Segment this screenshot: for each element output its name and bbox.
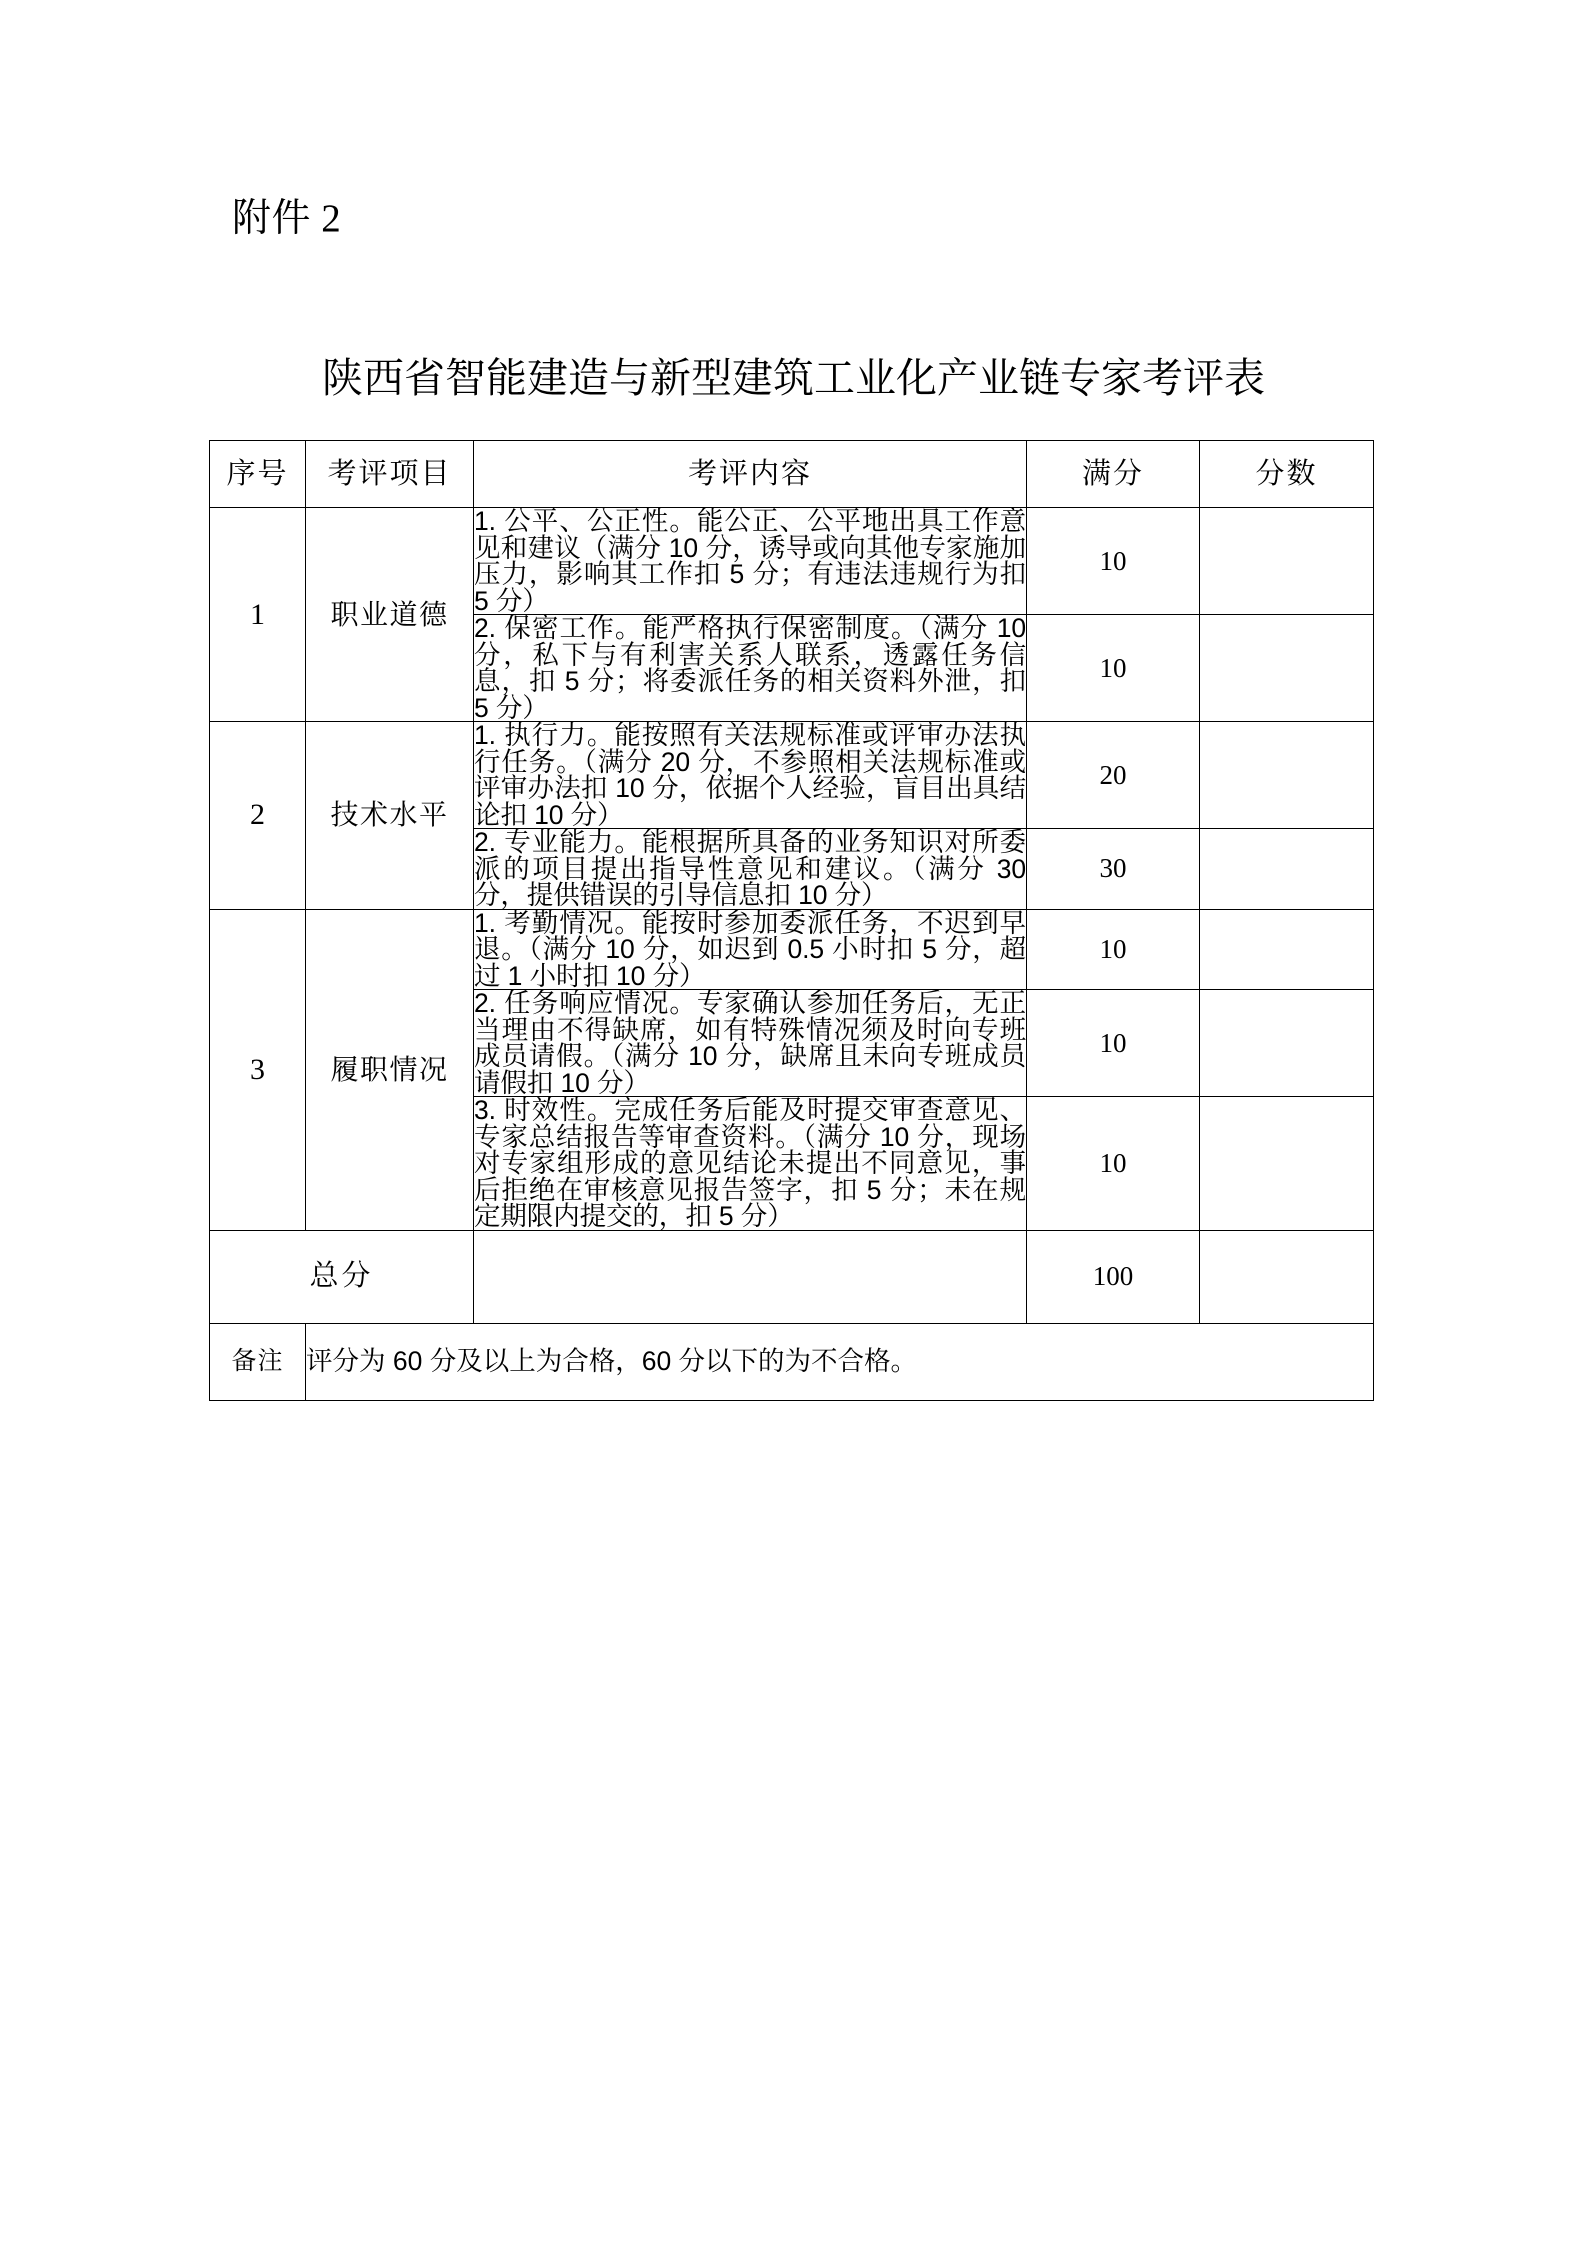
row-index-2: 2 (210, 722, 306, 910)
criteria-content: 3. 时效性。完成任务后能及时提交审查意见、专家总结报告等审查资料。（满分 10 分，现场对专家组形成的意见结论未提出不同意见，事后拒绝在审核意见报告签字，扣 5 分；未在规定期限内提交的，扣 5 分） (474, 1095, 1026, 1231)
criteria-content: 1. 公平、公正性。能公正、公平地出具工作意见和建议（满分 10 分，诱导或向其他专家施加压力，影响其工作扣 5 分；有违法违规行为扣 5 分） (474, 506, 1026, 616)
criteria-content: 2. 保密工作。能严格执行保密制度。（满分 10 分，私下与有利害关系人联系，透露任务信息，扣 5 分；将委派任务的相关资料外泄，扣 5 分） (474, 613, 1026, 723)
criteria-full-score: 10 (1027, 909, 1200, 990)
criteria-content: 2. 任务响应情况。专家确认参加任务后，无正当理由不得缺席，如有特殊情况须及时向专班成员请假。（满分 10 分，缺席且未向专班成员请假扣 10 分） (474, 988, 1026, 1098)
table-row (210, 508, 1374, 615)
criteria-full-score: 30 (1027, 829, 1200, 910)
criteria-score-input[interactable] (1200, 722, 1374, 829)
row-index-3: 3 (210, 909, 306, 1230)
remark-row (210, 1323, 1374, 1400)
evaluation-table-container (209, 440, 1373, 1401)
criteria-content: 2. 专业能力。能根据所具备的业务知识对所委派的项目提出指导性意见和建议。（满分 30 分，提供错误的引导信息扣 10 分） (474, 827, 1026, 910)
row-item-2: 技术水平 (306, 722, 474, 910)
header-full-score: 满分 (1027, 441, 1200, 508)
table-row (210, 722, 1374, 829)
criteria-full-score: 10 (1027, 615, 1200, 722)
evaluation-table (209, 440, 1374, 1401)
total-full-score: 100 (1027, 1230, 1200, 1323)
header-index: 序号 (210, 441, 306, 508)
criteria-score-input[interactable] (1200, 990, 1374, 1097)
header-score: 分数 (1200, 441, 1374, 508)
table-header-row (210, 441, 1374, 508)
criteria-score-input[interactable] (1200, 508, 1374, 615)
criteria-score-input[interactable] (1200, 615, 1374, 722)
criteria-full-score: 10 (1027, 990, 1200, 1097)
criteria-full-score: 10 (1027, 1097, 1200, 1231)
total-label: 总分 (210, 1230, 474, 1323)
criteria-content: 1. 执行力。能按照有关法规标准或评审办法执行任务。（满分 20 分，不参照相关法规标准或评审办法扣 10 分，依据个人经验，盲目出具结论扣 10 分） (474, 720, 1026, 830)
attachment-label: 附件 2 (232, 197, 342, 240)
header-content: 考评内容 (474, 441, 1027, 508)
total-score-input[interactable] (1200, 1230, 1374, 1323)
criteria-score-input[interactable] (1200, 909, 1374, 990)
page-title: 陕西省智能建造与新型建筑工业化产业链专家考评表 (322, 355, 1265, 401)
header-item: 考评项目 (306, 441, 474, 508)
table-row (210, 909, 1374, 990)
criteria-score-input[interactable] (1200, 1097, 1374, 1231)
total-row (210, 1230, 1374, 1323)
criteria-score-input[interactable] (1200, 829, 1374, 910)
criteria-full-score: 20 (1027, 722, 1200, 829)
row-index-1: 1 (210, 508, 306, 722)
criteria-content: 1. 考勤情况。能按时参加委派任务，不迟到早退。（满分 10 分，如迟到 0.5 小时扣 5 分，超过 1 小时扣 10 分） (474, 907, 1026, 991)
remark-text: 评分为 60 分及以上为合格，60 分以下的为不合格。 (306, 1323, 1374, 1400)
criteria-full-score: 10 (1027, 508, 1200, 615)
row-item-3: 履职情况 (306, 909, 474, 1230)
row-item-1: 职业道德 (306, 508, 474, 722)
total-content (474, 1230, 1027, 1323)
remark-label: 备注 (210, 1323, 306, 1400)
